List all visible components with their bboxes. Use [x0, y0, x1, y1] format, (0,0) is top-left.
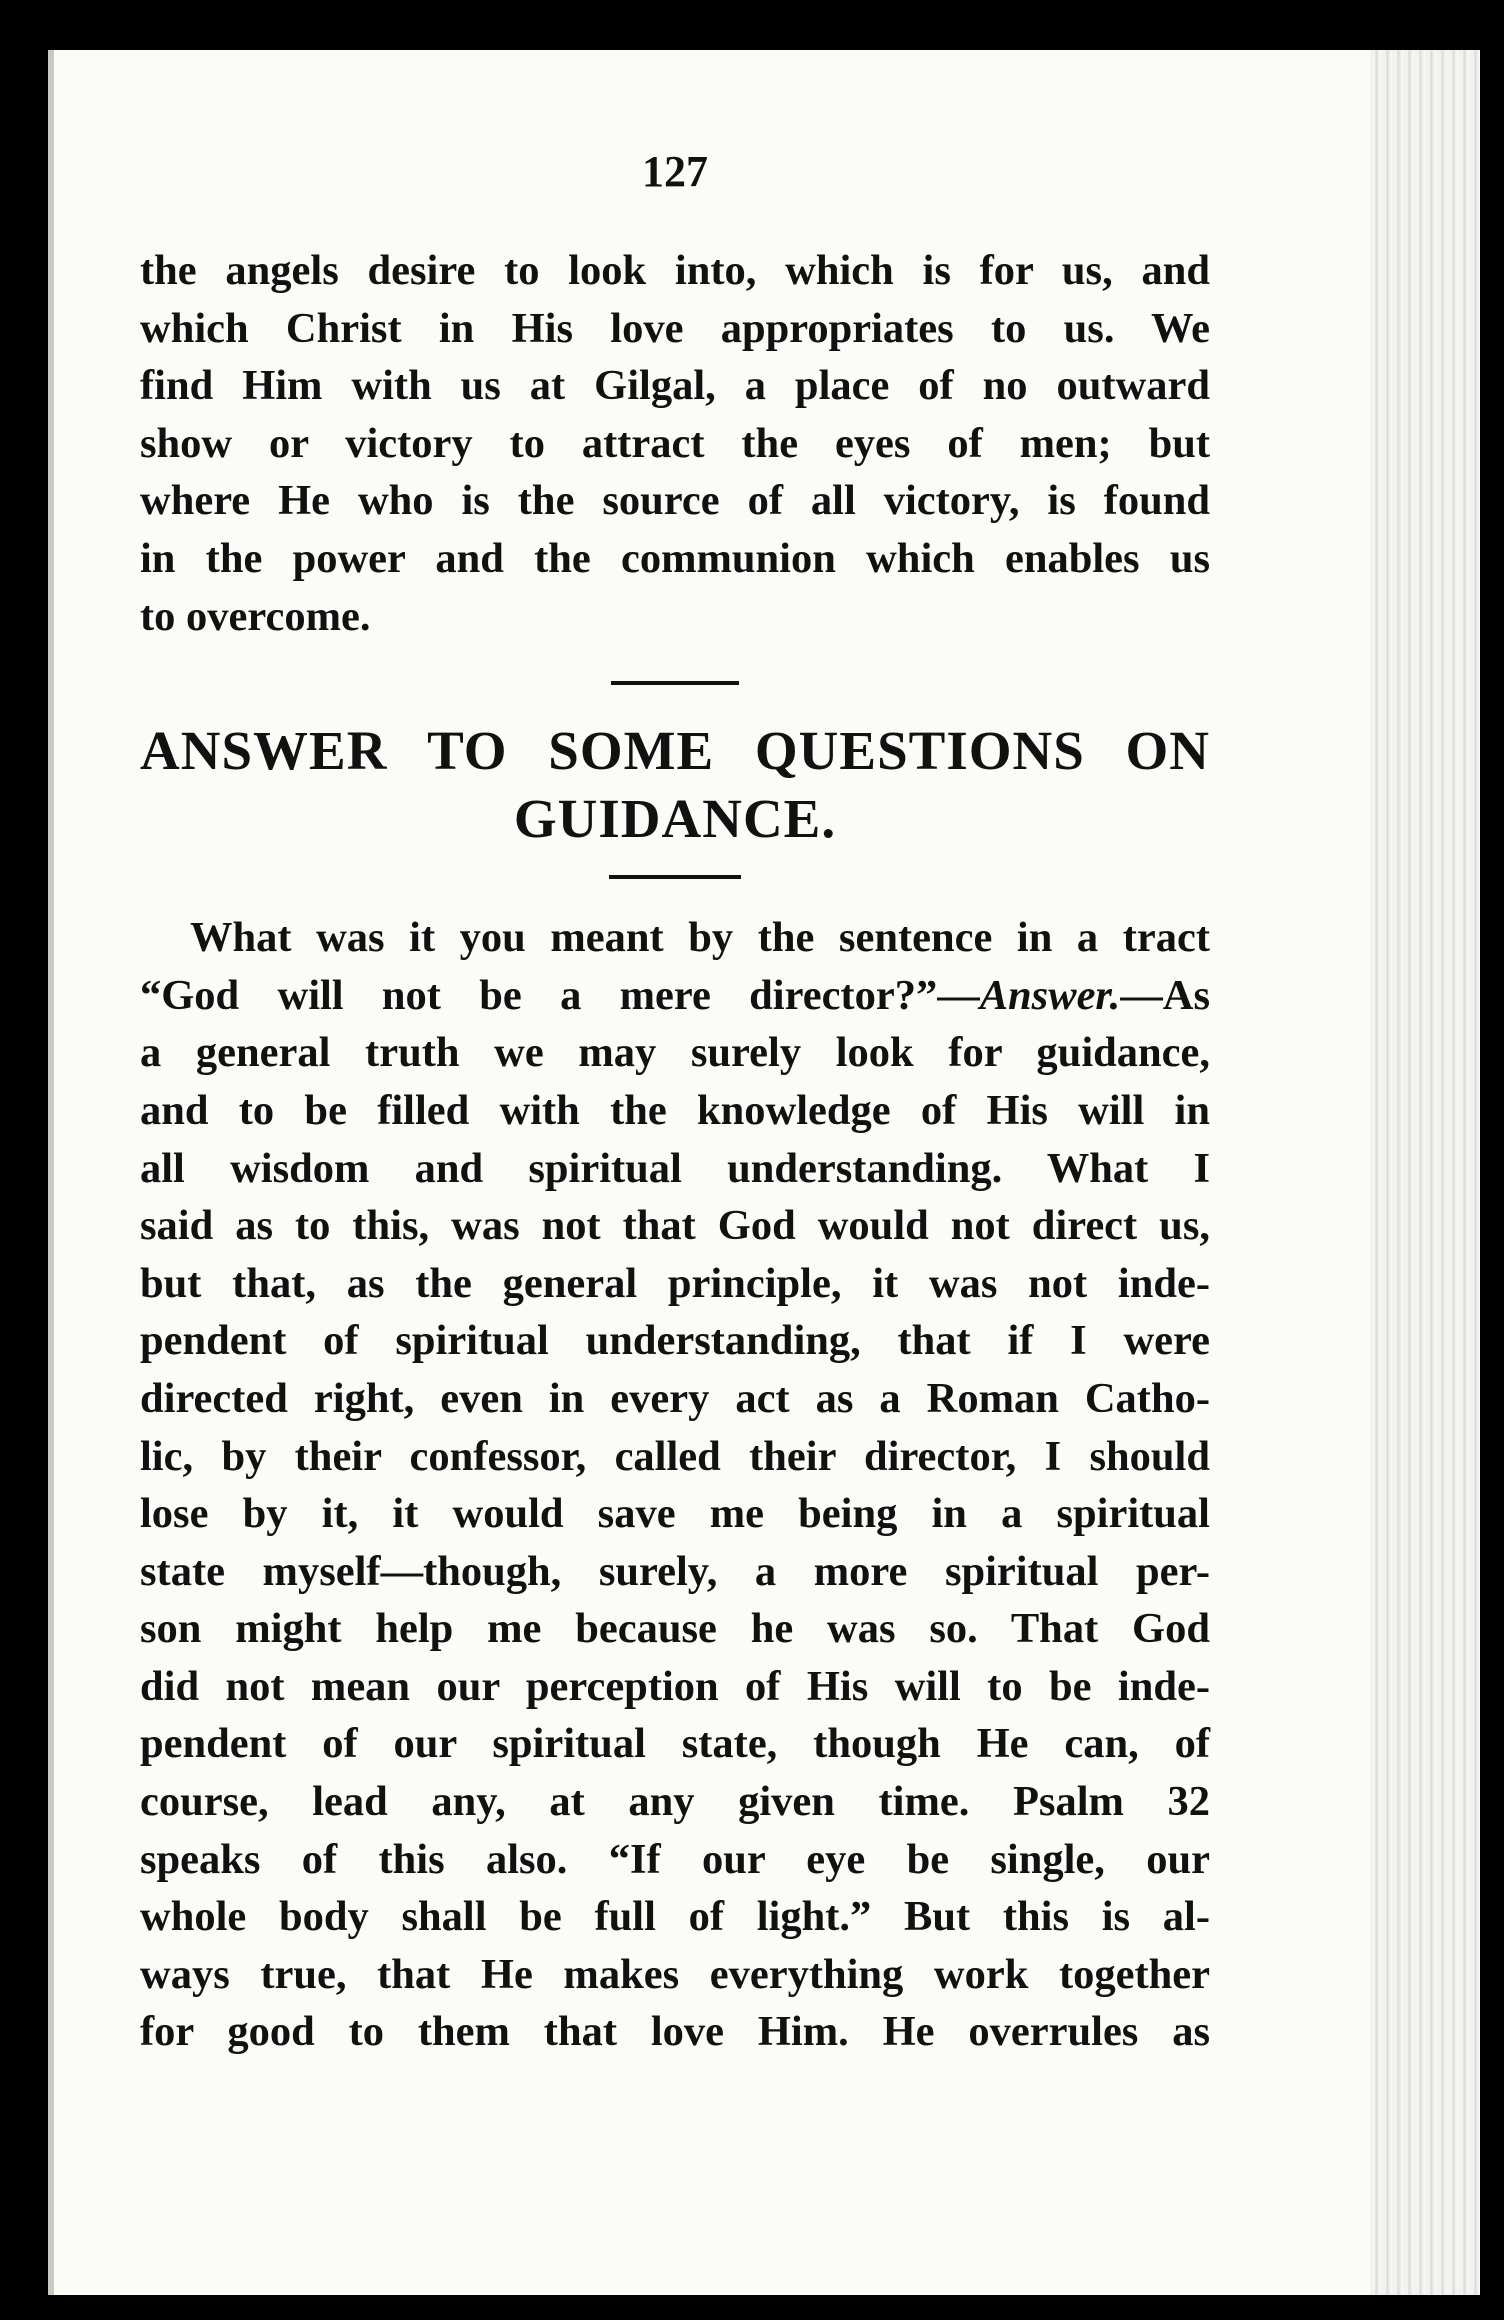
text-line: show or victory to attract the eyes of men; but: [140, 419, 1210, 467]
answer-dash: —As: [1120, 971, 1210, 1019]
text-line: a general truth we may surely look for guidance,: [140, 1029, 1210, 1077]
text-line: directed right, even in every act as a Roman Catho-: [140, 1374, 1210, 1422]
heading-line: GUIDANCE.: [513, 788, 837, 850]
text-line: the angels desire to look into, which is for us, and: [140, 247, 1210, 294]
text-line: lic, by their confessor, called their director, I should: [140, 1432, 1210, 1480]
text-line: for good to them that love Him. He overrules as: [140, 2008, 1210, 2056]
text-line: whole body shall be full of light.” But this is al-: [140, 1893, 1210, 1941]
text-line: did not mean our perception of His will to be inde-: [140, 1662, 1210, 1710]
text-line: state myself—though, surely, a more spiritual per-: [140, 1547, 1210, 1595]
section-divider-top: [611, 681, 739, 685]
text-line: to overcome.: [140, 592, 371, 640]
text-line: ways true, that He makes everything work together: [140, 1950, 1210, 1998]
body-paragraph: [140, 909, 1210, 2061]
section-heading: [140, 717, 1210, 853]
text-line: and to be filled with the knowledge of His will in: [140, 1086, 1210, 1134]
intro-paragraph: [140, 242, 1210, 645]
text-line: speaks of this also. “If our eye be single, our: [140, 1835, 1210, 1883]
text-line: son might help me because he was so. That God: [140, 1605, 1210, 1653]
text-line: [140, 967, 1210, 1025]
page-gutter-shadow: [48, 50, 54, 2295]
text-line: where He who is the source of all victory, is found: [140, 477, 1210, 525]
section-divider-bottom: [609, 875, 741, 879]
text-line: What was it you meant by the sentence in a tract: [190, 914, 1210, 962]
text-line: but that, as the general principle, it was not inde-: [140, 1259, 1210, 1307]
page-text: [140, 147, 1210, 2061]
text-line: said as to this, was not that God would not direct us,: [140, 1202, 1210, 1250]
text-line: which Christ in His love appropriates to us. We: [140, 304, 1210, 352]
page-fore-edge: [1370, 50, 1480, 2295]
quoted-question: “God will not be a mere director?”—: [140, 971, 980, 1019]
text-line: pendent of our spiritual state, though He can, of: [140, 1720, 1210, 1768]
text-line: pendent of spiritual understanding, that if I were: [140, 1317, 1210, 1365]
answer-label: Answer.: [979, 971, 1121, 1019]
text-line: course, lead any, at any given time. Psalm 32: [140, 1778, 1210, 1826]
text-line: all wisdom and spiritual understanding. What I: [140, 1144, 1210, 1192]
heading-line: ANSWER TO SOME QUESTIONS ON: [140, 720, 1210, 782]
text-line: in the power and the communion which enables us: [140, 534, 1210, 582]
book-page: [48, 50, 1480, 2295]
text-line: find Him with us at Gilgal, a place of no outward: [140, 362, 1210, 410]
text-line: lose by it, it would save me being in a spiritual: [140, 1490, 1210, 1538]
page-number: 127: [642, 147, 708, 196]
